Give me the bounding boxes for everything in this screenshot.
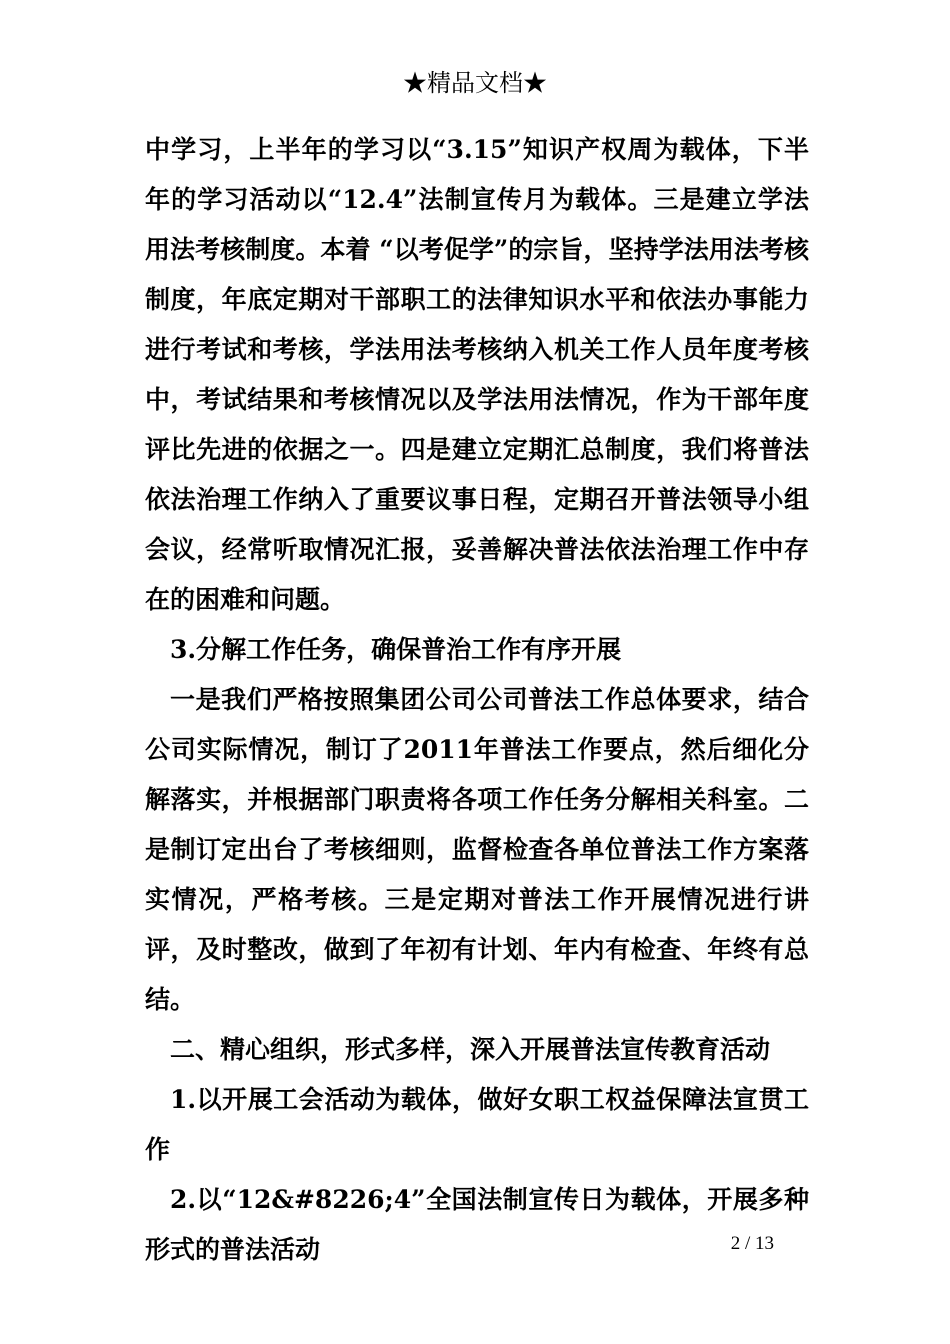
paragraph-heading: 2.以“12&#8226;4”全国法制宣传日为载体，开展多种形式的普法活动 xyxy=(145,1185,809,1264)
paragraph: 一是我们严格按照集团公司公司普法工作总体要求，结合公司实际情况，制订了2011年普法工作要点，然后细化分解落实，并根据部门职责将各项工作任务分解相关科室。二是制订定出台了考核细则，监督检查各单位普法工作方案落实情况，严格考核。三是定期对普法工作开展情况进行讲评，及时整改，做到了年初有计划、年内有检查、年终有总结。 xyxy=(145,685,809,1014)
paragraph-heading: 1.以开展工会活动为载体，做好女职工权益保障法宣贯工作 xyxy=(145,1085,809,1164)
document-body xyxy=(145,125,809,1275)
page-header-title: ★精品文档★ xyxy=(403,69,547,97)
page-number: 2 / 13 xyxy=(730,1233,774,1254)
paragraph-heading: 3.分解工作任务，确保普治工作有序开展 xyxy=(170,635,622,664)
section-heading: 二、精心组织，形式多样，深入开展普法宣传教育活动 xyxy=(170,1035,771,1064)
paragraph: 中学习，上半年的学习以“3.15”知识产权周为载体，下半年的学习活动以“12.4”法制宣传月为载体。三是建立学法用法考核制度。本着 “以考促学”的宗旨，坚持学法用法考核制度，年底定期对干部职工的法律知识水平和依法办事能力进行考试和考核，学法用法考核纳入机关工作人员年度考核中，考试结果和考核情况以及学法用法情况，作为干部年度评比先进的依据之一。四是建立定期汇总制度，我们将普法依法治理工作纳入了重要议事日程，定期召开普法领导小组会议，经常听取情况汇报，妥善解决普法依法治理工作中存在的困难和问题。 xyxy=(145,135,809,614)
